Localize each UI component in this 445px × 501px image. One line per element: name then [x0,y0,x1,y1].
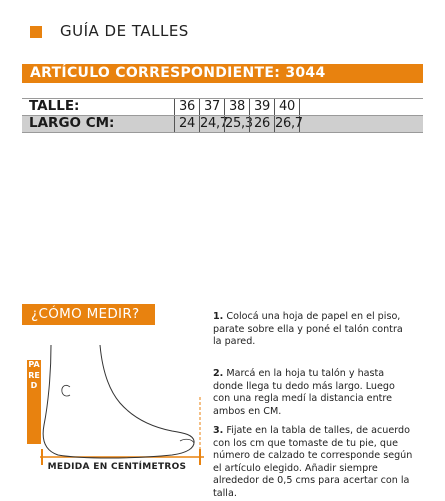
size-row-talle [22,98,423,115]
size-cell: 26,7 [275,116,303,131]
how-to-banner: ¿CÓMO MEDIR? [22,304,155,325]
size-row-values [174,116,303,132]
step-2 [213,368,413,418]
size-row-label: LARGO CM: [29,115,115,131]
size-cell: 36 [174,99,199,115]
size-row-largo [22,115,423,133]
foot-outline [43,345,194,458]
size-row-values [174,99,300,115]
size-row-label: TALLE: [29,98,80,114]
article-banner: ARTÍCULO CORRESPONDIENTE: 3044 [22,64,423,83]
step-text: Fijate en la tabla de talles, de acuerdo con los cm que tomaste de tu pie, que número de calzado te corresponde según el artículo elegido. Añadir siempre alrededor de 0,5 cms para acertar con la talla. [213,425,413,499]
step-text: Colocá una hoja de papel en el piso, parate sobre ella y poné el talón contra la pared. [213,311,403,348]
size-cell: 24 [174,116,199,132]
step-3 [213,425,413,501]
page-title: GUÍA DE TALLES [60,22,189,40]
step-number: 3. [213,425,224,436]
wall-label: PARED [28,360,40,390]
measure-label: MEDIDA EN CENTÍMETROS [47,462,187,472]
size-cell: 40 [274,99,300,115]
step-number: 1. [213,311,224,322]
step-text: Marcá en la hoja tu talón y hasta donde llega tu dedo más largo. Luego con una regla medí la distancia entre ambos en CM. [213,368,395,417]
size-cell: 37 [199,99,224,115]
ankle-bone [62,385,70,396]
size-cell: 24,7 [200,116,228,131]
toe-nail [180,439,194,443]
size-cell: 25,3 [225,116,253,131]
size-cell: 26 [249,116,274,132]
step-number: 2. [213,368,224,379]
size-table [22,98,423,133]
step-1 [213,311,413,349]
header-accent-square [30,26,42,38]
size-cell: 39 [249,99,274,115]
size-cell: 38 [224,99,249,115]
